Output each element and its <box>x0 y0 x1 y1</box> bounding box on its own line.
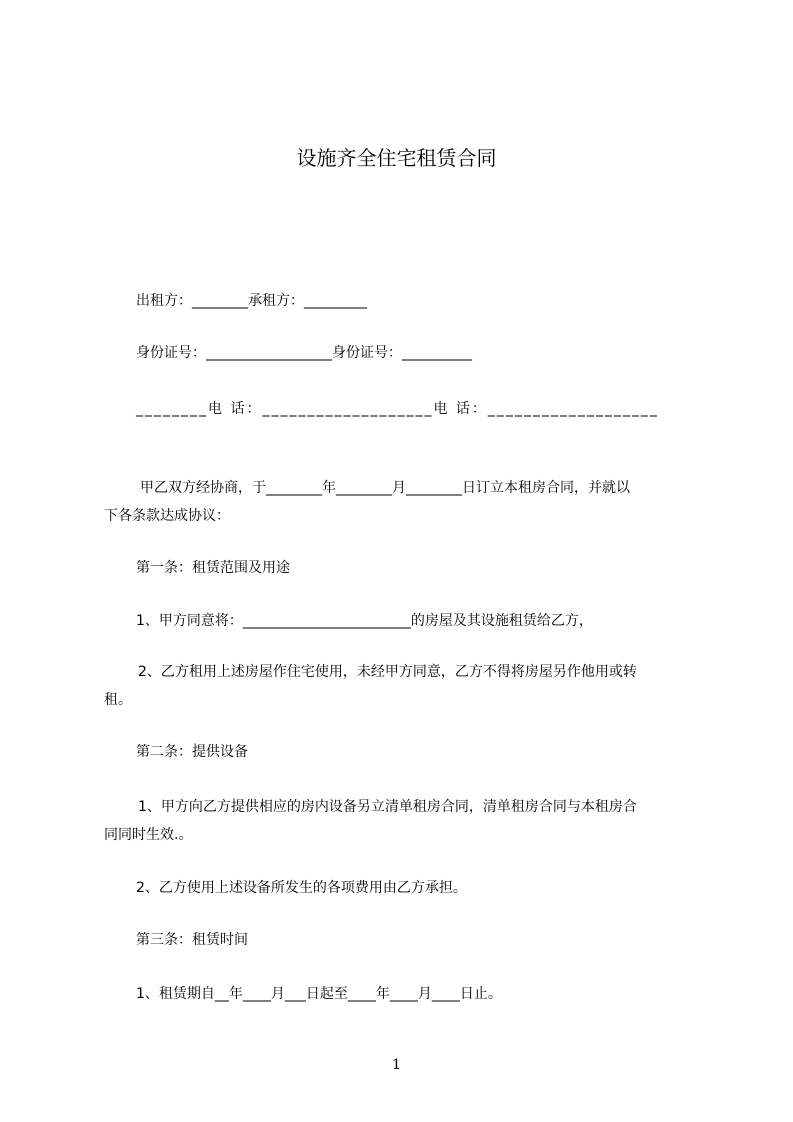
agreement-intro-continuation: 下各条款达成协议： <box>104 508 230 524</box>
phone-line: ________电 话：___________________电 话：___________________ <box>136 401 659 417</box>
page-number: 1 <box>392 1057 401 1073</box>
page-title: 设施齐全住宅租赁合同 <box>296 146 497 170</box>
clause-text: 2、乙方使用上述设备所发生的各项费用由乙方承担。 <box>136 880 467 896</box>
clause-text: 1、甲方向乙方提供相应的房内设备另立清单租房合同，清单租房合同与本租房合 <box>138 799 637 815</box>
article-heading: 第二条：提供设备 <box>136 744 248 760</box>
clause-text-continuation: 租。 <box>104 692 132 708</box>
agreement-intro-line: 甲乙双方经协商，于________年________月________日订立本租房合同，并就以 <box>140 480 630 496</box>
clause-text: 1、甲方同意将：________________________的房屋及其设施租赁给乙方， <box>136 613 593 629</box>
clause-text: 1、租赁期自__年____月___日起至____年____月____日止。 <box>136 986 502 1002</box>
article-heading: 第三条：租赁时间 <box>136 932 248 948</box>
id-number-line: 身份证号：__________________身份证号：__________ <box>136 345 472 361</box>
party-names-line: 出租方：________承租方：_________ <box>136 293 367 309</box>
clause-text: 2、乙方租用上述房屋作住宅使用，未经甲方同意，乙方不得将房屋另作他用或转 <box>138 664 637 680</box>
article-heading: 第一条：租赁范围及用途 <box>136 560 290 576</box>
clause-text-continuation: 同同时生效.。 <box>104 827 193 843</box>
